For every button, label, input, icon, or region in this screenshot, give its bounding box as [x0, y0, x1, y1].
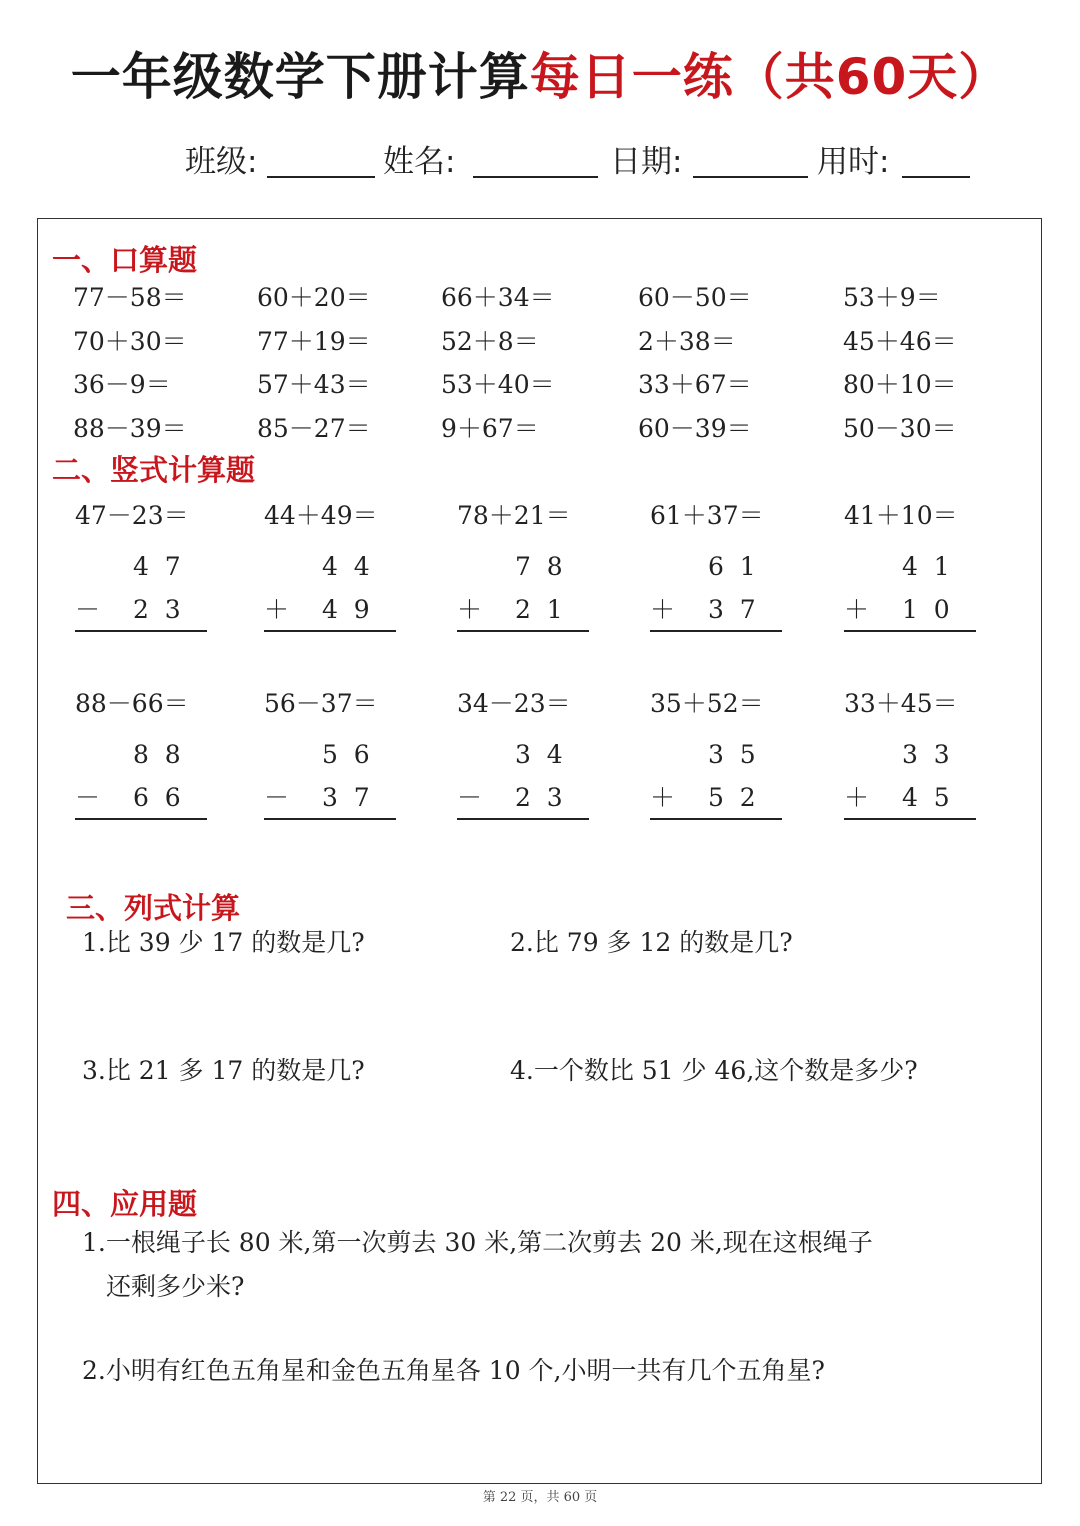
formula-question-2: 2.比 79 多 12 的数是几?	[510, 928, 793, 957]
name-blank[interactable]	[473, 176, 598, 178]
section-oral-title: 一、口算题	[52, 243, 198, 277]
oral-problem: 80＋10＝	[843, 370, 957, 399]
oral-problem: 52＋8＝	[441, 327, 539, 356]
oral-problem: 50－30＝	[843, 414, 957, 443]
vertical-equation: 88－66＝	[75, 689, 189, 718]
vertical-top-number: 5 6	[322, 740, 370, 769]
vertical-operator: －	[75, 783, 101, 812]
vertical-top-number: 3 3	[902, 740, 950, 769]
vertical-equation: 33＋45＝	[844, 689, 958, 718]
formula-question-4: 4.一个数比 51 少 46,这个数是多少?	[510, 1056, 918, 1085]
oral-problem: 53＋40＝	[441, 370, 555, 399]
page-title	[0, 44, 1080, 110]
oral-problem: 88－39＝	[73, 414, 187, 443]
vertical-bottom-number: 6 6	[133, 783, 181, 812]
vertical-operator: ＋	[457, 595, 483, 624]
vertical-bottom-number: 4 9	[322, 595, 370, 624]
vertical-top-number: 7 8	[515, 552, 563, 581]
vertical-equation: 34－23＝	[457, 689, 571, 718]
vertical-bottom-number: 3 7	[322, 783, 370, 812]
section-vertical-title: 二、竖式计算题	[52, 453, 256, 487]
vertical-equation: 41＋10＝	[844, 501, 958, 530]
vertical-bottom-number: 2 3	[133, 595, 181, 624]
word-problem-1-line2: 还剩多少米?	[106, 1272, 245, 1301]
oral-problem: 57＋43＝	[257, 370, 371, 399]
oral-problem: 36－9＝	[73, 370, 171, 399]
vertical-top-number: 4 4	[322, 552, 370, 581]
oral-problem: 60－39＝	[638, 414, 752, 443]
vertical-equation: 35＋52＝	[650, 689, 764, 718]
vertical-underline	[457, 818, 589, 820]
vertical-top-number: 6 1	[708, 552, 756, 581]
vertical-bottom-number: 4 5	[902, 783, 950, 812]
word-problem-2: 2.小明有红色五角星和金色五角星各 10 个,小明一共有几个五角星?	[82, 1356, 825, 1385]
vertical-underline	[75, 630, 207, 632]
vertical-underline	[457, 630, 589, 632]
vertical-operator: ＋	[844, 783, 870, 812]
vertical-operator: ＋	[264, 595, 290, 624]
vertical-bottom-number: 2 1	[515, 595, 563, 624]
vertical-underline	[264, 630, 396, 632]
word-problem-1-line1: 1.一根绳子长 80 米,第一次剪去 30 米,第二次剪去 20 米,现在这根绳子	[82, 1228, 873, 1257]
vertical-equation: 61＋37＝	[650, 501, 764, 530]
vertical-bottom-number: 2 3	[515, 783, 563, 812]
vertical-operator: －	[264, 783, 290, 812]
vertical-operator: ＋	[650, 595, 676, 624]
vertical-underline	[844, 818, 976, 820]
vertical-operator: ＋	[844, 595, 870, 624]
oral-problem: 60＋20＝	[257, 283, 371, 312]
oral-problem: 2＋38＝	[638, 327, 736, 356]
vertical-top-number: 4 7	[133, 552, 181, 581]
vertical-operator: ＋	[650, 783, 676, 812]
vertical-equation: 78＋21＝	[457, 501, 571, 530]
vertical-underline	[75, 818, 207, 820]
section-word-title: 四、应用题	[52, 1187, 198, 1221]
title-main: 一年级数学下册计算	[70, 48, 530, 106]
vertical-bottom-number: 3 7	[708, 595, 756, 624]
oral-problem: 85－27＝	[257, 414, 371, 443]
oral-problem: 9＋67＝	[441, 414, 539, 443]
formula-question-1: 1.比 39 少 17 的数是几?	[82, 928, 365, 957]
oral-problem: 77－58＝	[73, 283, 187, 312]
formula-question-3: 3.比 21 多 17 的数是几?	[82, 1056, 365, 1085]
oral-problem: 60－50＝	[638, 283, 752, 312]
oral-problem: 77＋19＝	[257, 327, 371, 356]
title-highlight: 每日一练（共60天）	[529, 48, 1010, 106]
time-label: 用时:	[817, 144, 890, 180]
vertical-top-number: 3 4	[515, 740, 563, 769]
name-label: 姓名:	[383, 144, 456, 180]
class-label: 班级:	[185, 144, 258, 180]
oral-problem: 66＋34＝	[441, 283, 555, 312]
page-footer: 第 22 页，共 60 页	[482, 1490, 598, 1505]
vertical-equation: 47－23＝	[75, 501, 189, 530]
vertical-underline	[844, 630, 976, 632]
vertical-bottom-number: 1 0	[902, 595, 950, 624]
student-info	[185, 142, 985, 182]
vertical-underline	[650, 818, 782, 820]
vertical-top-number: 4 1	[902, 552, 950, 581]
time-blank[interactable]	[902, 176, 970, 178]
oral-problem: 33＋67＝	[638, 370, 752, 399]
date-label: 日期:	[610, 144, 683, 180]
vertical-underline	[264, 818, 396, 820]
section-formula-title: 三、列式计算	[66, 891, 241, 925]
oral-problem: 53＋9＝	[843, 283, 941, 312]
date-blank[interactable]	[693, 176, 808, 178]
oral-problem: 70＋30＝	[73, 327, 187, 356]
vertical-bottom-number: 5 2	[708, 783, 756, 812]
vertical-equation: 56－37＝	[264, 689, 378, 718]
vertical-top-number: 8 8	[133, 740, 181, 769]
vertical-underline	[650, 630, 782, 632]
vertical-operator: －	[457, 783, 483, 812]
oral-problem: 45＋46＝	[843, 327, 957, 356]
vertical-equation: 44＋49＝	[264, 501, 378, 530]
vertical-top-number: 3 5	[708, 740, 756, 769]
vertical-operator: －	[75, 595, 101, 624]
class-blank[interactable]	[267, 176, 375, 178]
